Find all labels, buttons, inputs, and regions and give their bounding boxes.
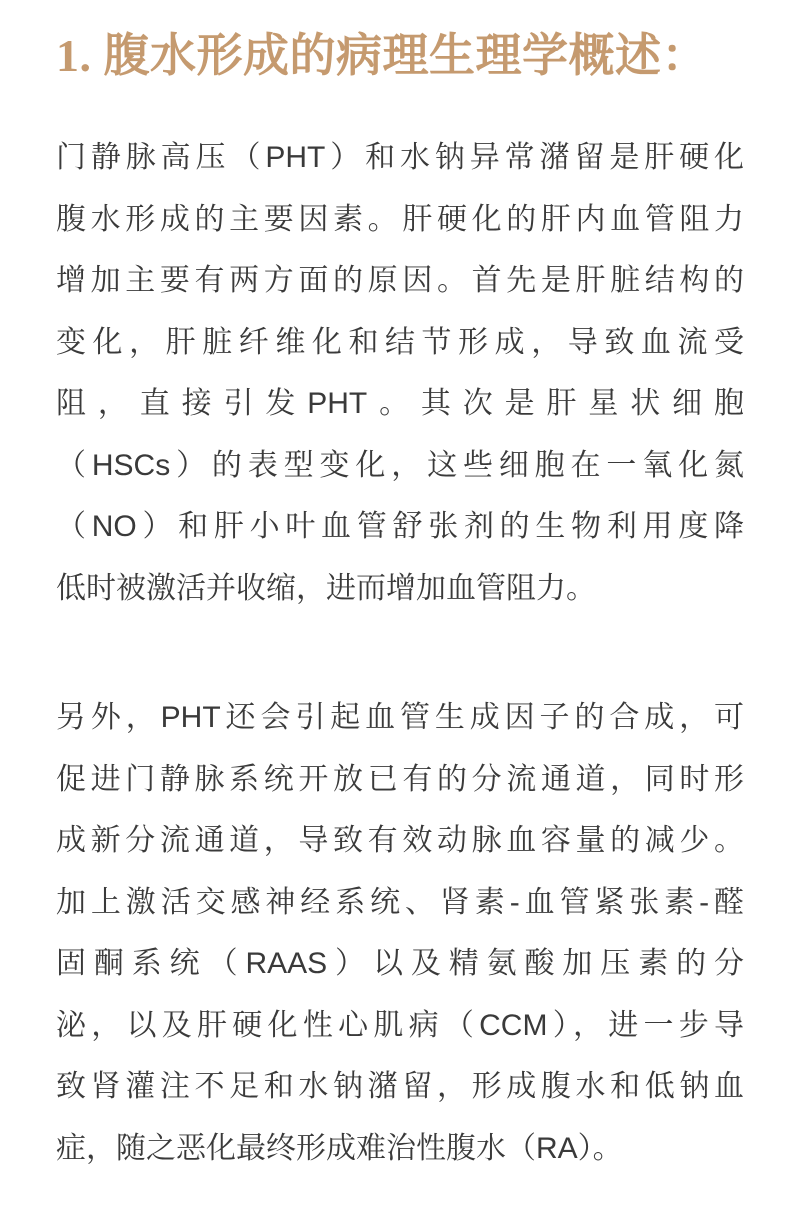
paragraph-line: 门静脉高压（PHT）和水钠异常潴留是肝硬化 xyxy=(56,141,744,174)
paragraph-line: 促进门静脉系统开放已有的分流通道，同时形 xyxy=(56,762,744,796)
paragraph-line: 阻，直接引发PHT。其次是肝星状细胞 xyxy=(56,387,744,420)
paragraph-line: 固酮系统（RAAS）以及精氨酸加压素的分 xyxy=(56,947,744,980)
paragraph-2 xyxy=(56,687,744,1179)
paragraph-line: 低时被激活并收缩，进而增加血管阻力。 xyxy=(56,571,596,605)
paragraph-line: 变化，肝脏纤维化和结节形成，导致血流受 xyxy=(56,325,744,359)
paragraph-line: 泌，以及肝硬化性心肌病（CCM），进一步导 xyxy=(56,1008,744,1042)
paragraph-line: 另外，PHT还会引起血管生成因子的合成，可 xyxy=(56,701,744,734)
paragraph-line: 致肾灌注不足和水钠潴留，形成腹水和低钠血 xyxy=(56,1070,744,1103)
paragraph-line: （NO）和肝小叶血管舒张剂的生物利用度降 xyxy=(56,510,744,543)
paragraph-line: 腹水形成的主要因素。肝硬化的肝内血管阻力 xyxy=(56,202,744,236)
section-heading: 1. 腹水形成的病理生理学概述： xyxy=(56,30,708,81)
paragraph-line: 成新分流通道，导致有效动脉血容量的减少。 xyxy=(56,824,744,857)
paragraph-line: 加上激活交感神经系统、肾素-血管紧张素-醛 xyxy=(56,885,744,919)
paragraph-line: 症，随之恶化最终形成难治性腹水（RA）。 xyxy=(56,1131,623,1165)
paragraph-1 xyxy=(56,127,744,619)
paragraph-line: 增加主要有两方面的原因。首先是肝脏结构的 xyxy=(56,264,744,297)
paragraph-line: （HSCs）的表型变化，这些细胞在一氧化氮 xyxy=(56,448,744,482)
